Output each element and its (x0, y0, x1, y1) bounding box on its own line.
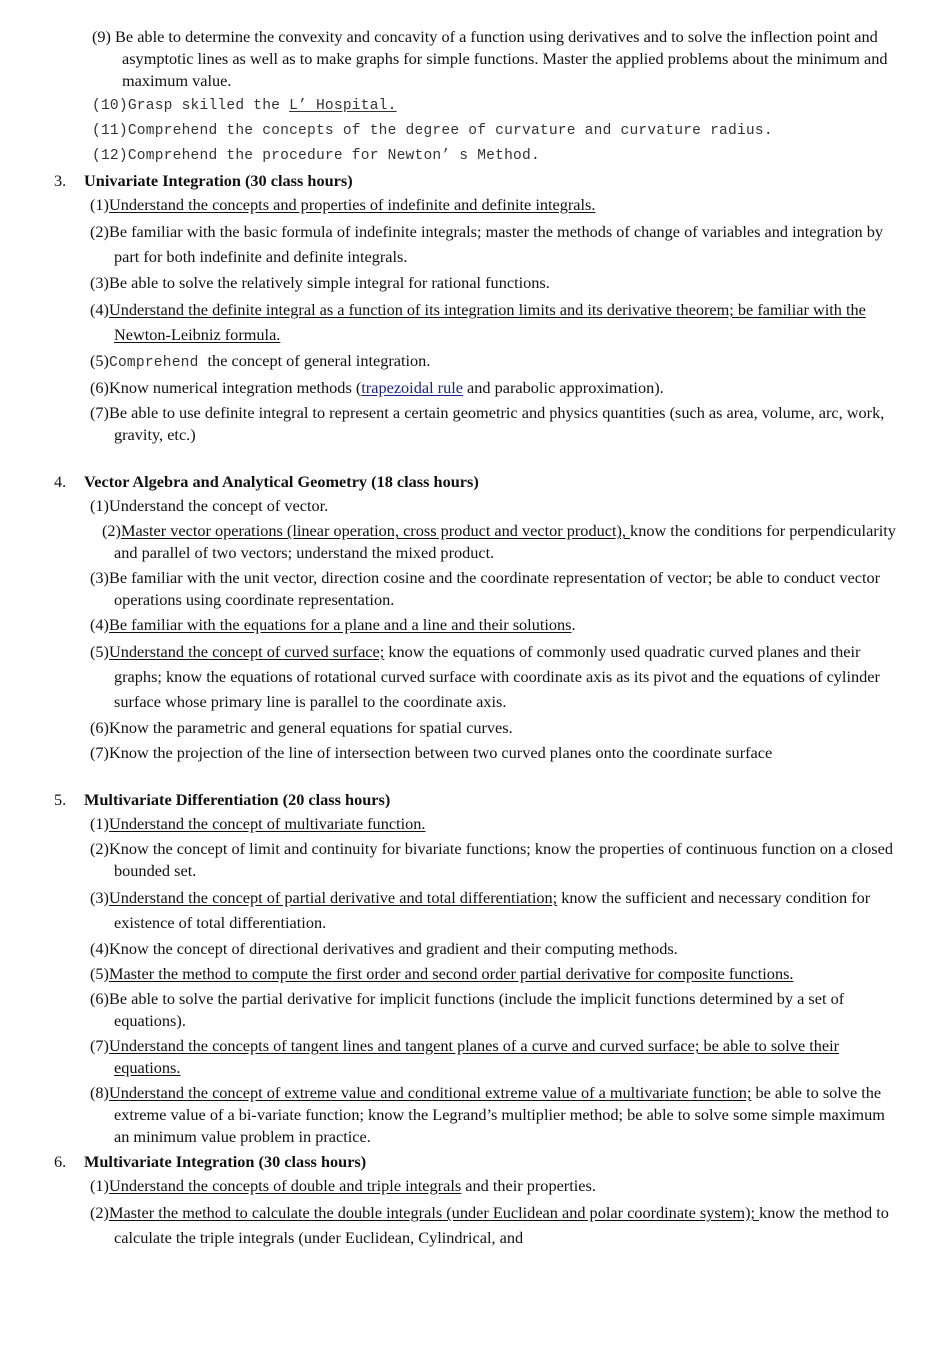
list-item (0, 194, 951, 216)
item-text: Comprehend the procedure for Newton’ s Method. (127, 148, 540, 164)
list-item (0, 495, 951, 517)
section-heading-6 (0, 1151, 951, 1173)
item-underlined-text: Understand the concept of extreme value and conditional extreme value of a multivariate function; (108, 1083, 752, 1102)
item-number: (6) (90, 378, 109, 397)
item-number: (9) (92, 27, 111, 46)
item-text: Be able to solve the relatively simple integral for rational functions. (108, 273, 550, 292)
list-item (0, 742, 951, 764)
item-text: know the method to calculate the triple integrals (under Euclidean, Cylindrical, and (114, 1203, 889, 1247)
item-text: . (571, 615, 576, 634)
item-text: Know the parametric and general equations for spatial curves. (108, 718, 513, 737)
item-number: (6) (90, 989, 109, 1008)
item-number: (4) (90, 939, 109, 958)
item-number: (11) (92, 123, 128, 139)
item-underlined-text: Understand the concept of curved surface; (108, 642, 385, 661)
section-number: 6. (54, 1152, 67, 1171)
item-number: (6) (90, 718, 109, 737)
list-item (0, 1035, 951, 1079)
item-text: Understand the concept of vector. (108, 496, 329, 515)
item-number: (10) (92, 98, 128, 114)
list-item (0, 272, 951, 294)
list-item (0, 1082, 951, 1148)
item-text: and parabolic approximation). (462, 378, 664, 397)
section-title: Multivariate Differentiation (20 class hours) (84, 790, 391, 809)
item-underlined-text: Understand the concepts and properties of indefinite and definite integrals. (108, 195, 596, 214)
item-underlined-text: Master the method to calculate the double integrals (under Euclidean and polar coordinate system); (108, 1203, 760, 1222)
section-number: 3. (54, 171, 67, 190)
item-underlined-text: Understand the concept of multivariate function. (108, 814, 426, 833)
item-text: the concept of general integration. (207, 351, 431, 370)
item-text: know the sufficient and necessary condition for existence of total differentiation. (114, 888, 871, 932)
item-number: (1) (90, 814, 109, 833)
item-text: and their properties. (461, 1176, 596, 1195)
item-text: Be familiar with the basic formula of indefinite integrals; master the methods of change of variables and integration by part for both indefinite and definite integrals. (108, 222, 884, 266)
section-heading-4 (0, 471, 951, 493)
section-title: Univariate Integration (30 class hours) (84, 171, 353, 190)
list-item-12 (0, 145, 951, 167)
item-number: (12) (92, 148, 128, 164)
item-underlined-text: Understand the definite integral as a function of its integration limits and its derivative theorem; be familiar with the Newton-Leibniz formula. (108, 300, 866, 344)
item-number: (7) (90, 1036, 109, 1055)
item-number: (5) (90, 964, 109, 983)
item-number: (7) (90, 743, 109, 762)
item-mono-text: Comprehend (108, 355, 208, 371)
list-item (0, 520, 951, 564)
item-number: (2) (90, 839, 109, 858)
document-page (0, 26, 951, 1253)
item-number: (2) (90, 222, 109, 241)
item-underlined-text: Master the method to compute the first order and second order partial derivative for composite functions. (108, 964, 794, 983)
list-item (0, 567, 951, 611)
item-text: Be able to solve the partial derivative for implicit functions (include the implicit functions determined by a set of equations). (108, 989, 845, 1030)
section-number: 4. (54, 472, 67, 491)
list-item (0, 988, 951, 1032)
section-number: 5. (54, 790, 67, 809)
list-item (0, 402, 951, 446)
list-item (0, 963, 951, 985)
list-item (0, 885, 951, 935)
item-text: be able to solve the extreme value of a bi-variate function; know the Legrand’s multiplier method; be able to solve some simple maximum an minimum value problem in practice. (114, 1083, 885, 1146)
item-number: (7) (90, 403, 109, 422)
item-number: (3) (90, 888, 109, 907)
item-number: (5) (90, 351, 109, 370)
list-item (0, 219, 951, 269)
list-item (0, 614, 951, 636)
list-item (0, 1175, 951, 1197)
list-item-9 (0, 26, 951, 92)
list-item (0, 813, 951, 835)
item-number: (8) (90, 1083, 109, 1102)
item-number: (5) (90, 642, 109, 661)
item-underlined-text: Master vector operations (linear operation, cross product and vector product), (120, 521, 631, 540)
item-underlined-text: L’ Hospital. (289, 98, 397, 114)
list-item (0, 938, 951, 960)
item-number: (2) (102, 521, 121, 540)
item-text: Know the projection of the line of intersection between two curved planes onto the coordinate surface (108, 743, 773, 762)
spacer (0, 449, 951, 471)
item-number: (3) (90, 273, 109, 292)
item-number: (1) (90, 496, 109, 515)
item-text: know the equations of commonly used quadratic curved planes and their graphs; know the equations of rotational curved surface with coordinate axis as its pivot and the equations of cylinder surface whose primary line is parallel to the coordinate axis. (114, 642, 880, 711)
item-number: (1) (90, 1176, 109, 1195)
item-number: (2) (90, 1203, 109, 1222)
list-item (0, 297, 951, 347)
item-number: (1) (90, 195, 109, 214)
trapezoidal-rule-link[interactable]: trapezoidal rule (361, 378, 463, 397)
item-text: Know the concept of limit and continuity for bivariate functions; know the properties of continuous function on a closed bounded set. (108, 839, 894, 880)
list-item (0, 377, 951, 399)
list-item-10 (0, 95, 951, 117)
item-number: (3) (90, 568, 109, 587)
item-text: know the conditions for perpendicularity and parallel of two vectors; understand the mixed product. (114, 521, 896, 562)
item-underlined-text: Understand the concept of partial derivative and total differentiation; (108, 888, 558, 907)
item-text: Be familiar with the unit vector, direction cosine and the coordinate representation of vector; be able to conduct vector operations using coordinate representation. (108, 568, 881, 609)
item-text: Comprehend the concepts of the degree of curvature and curvature radius. (127, 123, 773, 139)
spacer (0, 767, 951, 789)
item-text: Know numerical integration methods ( (108, 378, 362, 397)
list-item-11 (0, 120, 951, 142)
list-item (0, 639, 951, 714)
list-item (0, 1200, 951, 1250)
item-underlined-text: Understand the concepts of tangent lines and tangent planes of a curve and curved surface; be able to solve their equations. (108, 1036, 840, 1077)
item-underlined-text: Be familiar with the equations for a plane and a line and their solutions (108, 615, 572, 634)
item-number: (4) (90, 615, 109, 634)
item-underlined-text: Understand the concepts of double and triple integrals (108, 1176, 462, 1195)
section-heading-3 (0, 170, 951, 192)
section-title: Multivariate Integration (30 class hours) (84, 1152, 367, 1171)
item-text: Know the concept of directional derivatives and gradient and their computing methods. (108, 939, 678, 958)
item-text: Be able to use definite integral to represent a certain geometric and physics quantities (such as area, volume, arc, work, gravity, etc.) (108, 403, 885, 444)
item-text: Be able to determine the convexity and concavity of a function using derivatives and to solve the inflection point and asymptotic lines as well as to make graphs for simple functions. Master the applied problems about the minimum and maximum value. (110, 27, 888, 90)
item-number: (4) (90, 300, 109, 319)
section-title: Vector Algebra and Analytical Geometry (18 class hours) (84, 472, 479, 491)
list-item (0, 717, 951, 739)
list-item (0, 350, 951, 374)
item-text: Grasp skilled the (127, 98, 290, 114)
section-heading-5 (0, 789, 951, 811)
list-item (0, 838, 951, 882)
